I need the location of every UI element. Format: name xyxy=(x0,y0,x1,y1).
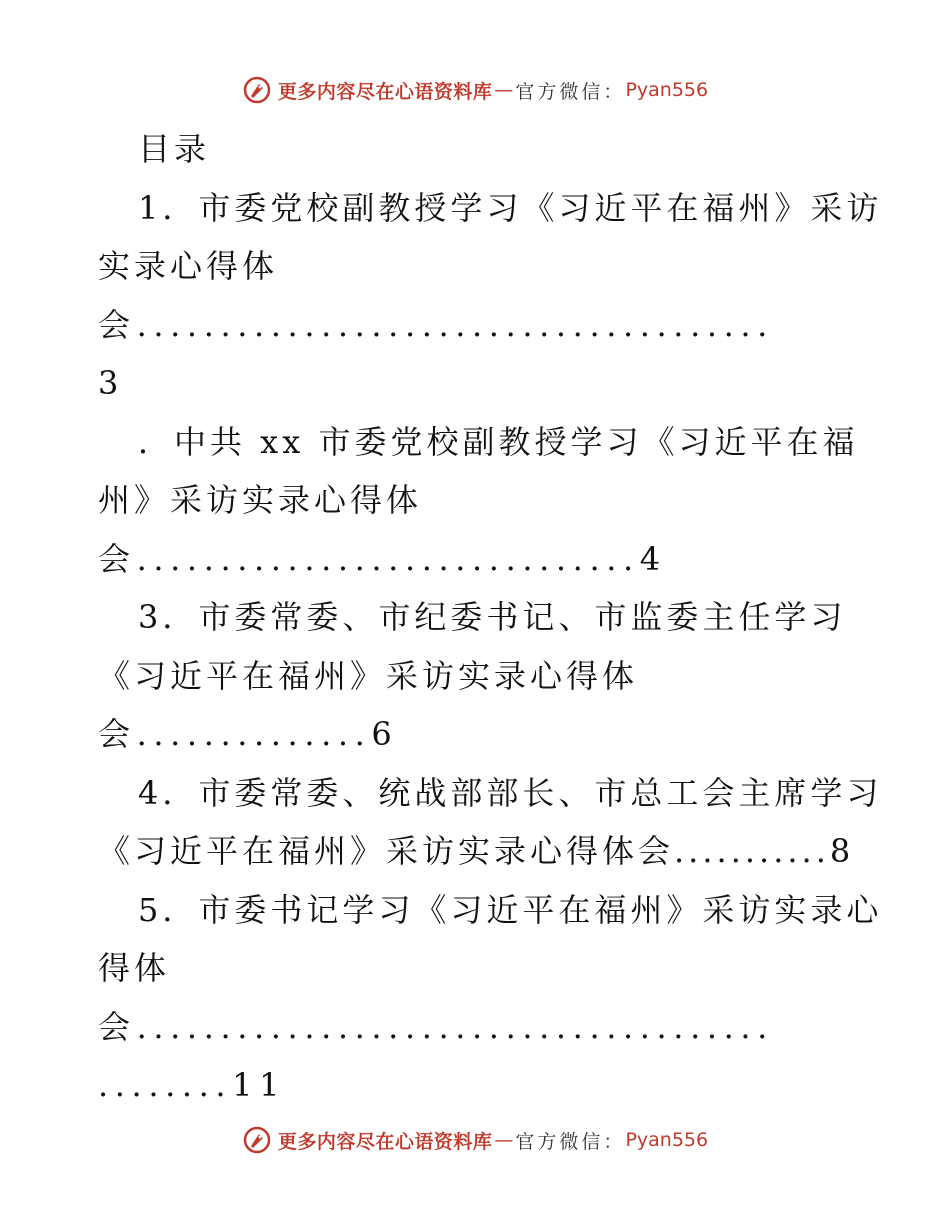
toc-entry-text: 实录心得体 xyxy=(98,247,279,285)
toc-entry-text: 3．市委常委、市纪委书记、市监委主任学习 xyxy=(138,598,847,636)
toc-entry-leader: 会...................................... xyxy=(98,305,774,344)
header-watermark xyxy=(0,70,950,110)
toc-entry-3[interactable] xyxy=(98,588,848,764)
watermark-wechat: Pyan556 xyxy=(625,1129,709,1151)
toc-entry-leader: 会..............6 xyxy=(98,715,399,753)
watermark-sub: 官方微信： xyxy=(515,1130,626,1153)
toc-entry-1[interactable] xyxy=(98,179,883,413)
table-of-contents xyxy=(98,120,883,1115)
watermark-brand: 更多内容尽在心语资料库 xyxy=(277,1130,493,1153)
pen-nib-logo-icon xyxy=(242,1125,272,1155)
toc-entry-text: 得体 xyxy=(98,949,171,987)
watermark-dash: — xyxy=(494,1129,514,1151)
toc-entry-text: 4．市委常委、统战部部长、市总工会主席学习 xyxy=(138,773,883,812)
watermark-wechat: Pyan556 xyxy=(625,79,709,101)
toc-entry-5[interactable] xyxy=(98,881,883,1115)
toc-entry-leader: ........11 xyxy=(98,1066,287,1104)
toc-entry-leader: 会..............................4 xyxy=(98,539,667,578)
toc-entry-text: 5．市委书记学习《习近平在福州》采访实录心 xyxy=(138,890,883,929)
watermark-sub: 官方微信： xyxy=(515,80,626,103)
watermark-brand: 更多内容尽在心语资料库 xyxy=(277,80,493,103)
footer-watermark xyxy=(0,1120,950,1160)
toc-entry-text: 《习近平在福州》采访实录心得体 xyxy=(98,656,639,695)
toc-title: 目录 xyxy=(138,130,211,168)
toc-entry-text: 1．市委党校副教授学习《习近平在福州》采访 xyxy=(138,188,883,227)
toc-entry-leader: 会...................................... xyxy=(98,1007,774,1046)
watermark-dash: — xyxy=(494,79,514,101)
toc-entry-2[interactable] xyxy=(98,413,859,589)
toc-entry-page: 3 xyxy=(98,364,123,402)
pen-nib-logo-icon xyxy=(242,75,272,105)
toc-entry-text: 州》采访实录心得体 xyxy=(98,481,423,519)
toc-entry-text: ．中共 xx 市委党校副教授学习《习近平在福 xyxy=(138,422,859,461)
toc-entry-4[interactable] xyxy=(98,764,883,881)
toc-entry-text: 《习近平在福州》采访实录心得体会...........8 xyxy=(98,832,855,870)
